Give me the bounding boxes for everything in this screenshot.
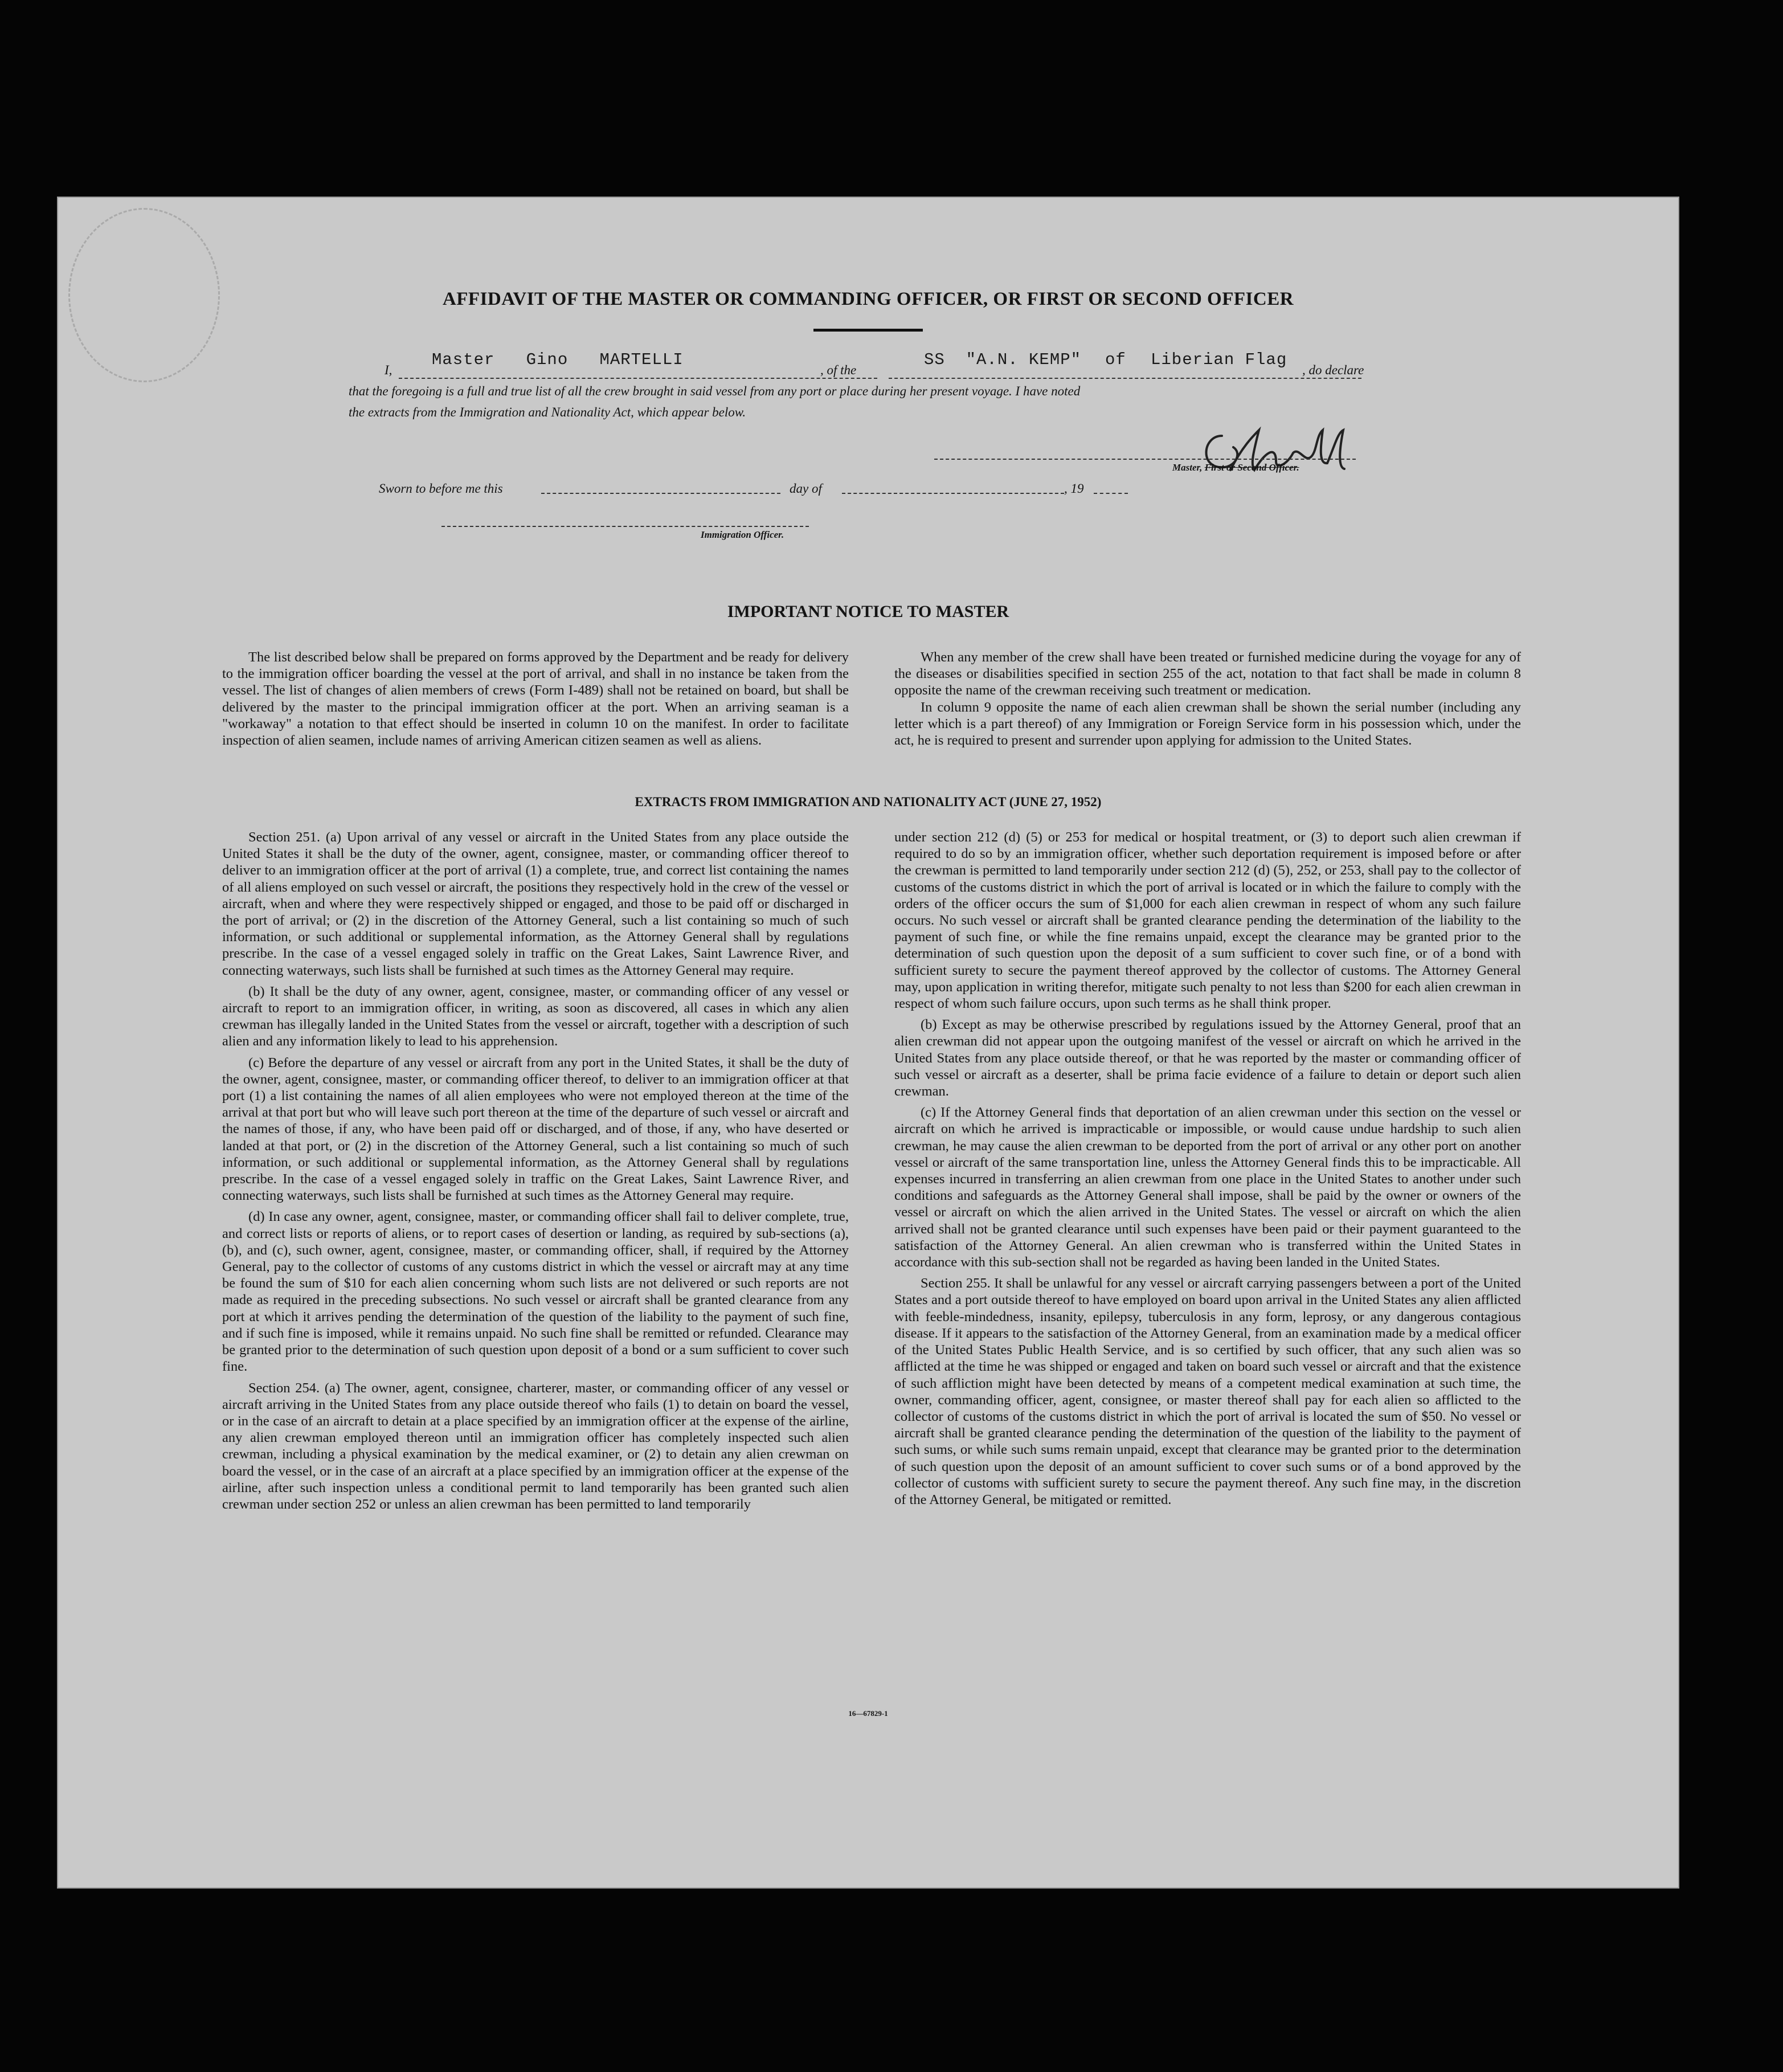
signer-title: [1172, 462, 1299, 473]
signer-title-struck: First or Second Officer.: [1204, 462, 1299, 473]
notice-right-column: [894, 649, 1521, 753]
extract-paragraph: (d) In case any owner, agent, consignee, master, or commanding officer shall fail to deliver complete, true, and correct lists or reports of aliens, or to report cases of desertion or landing, as required by sub-sections (a), (b), and (c), such owner, agent, consignee, master, or commanding officer, shall, if required by the Attorney General, pay to the collector of customs of any customs district in which the vessel or aircraft may at any time be found the sum of $10 for each alien concerning whom such lists are not delivered or such reports are not made as required in the preceding subsections. No such vessel or aircraft shall be granted clearance from any port at which it arrives pending the determination of the question of the liability to the payment of such fine, and if such fine is imposed, while it remains unpaid. No such fine shall be remitted or refunded. Clearance may be granted prior to the determination of such question upon deposit of a bond or a sum sufficient to cover such fine.: [222, 1209, 849, 1375]
notice-right-text-1: When any member of the crew shall have been treated or furnished medicine during the voyage for any of the diseases or disabilities specified in section 255 of the act, notation to that fact shall be made in column 8 opposite the name of the crewman receiving such treatment or medication.: [894, 649, 1521, 698]
extract-paragraph: Section 254. (a) The owner, agent, consignee, charterer, master, or commanding officer of any vessel or aircraft arriving in the United States from any place outside thereof who fails (1) to detain on board the vessel, or in the case of an aircraft to detain at a place specified by an immigration officer at the expense of the airline, any alien crewman employed thereon until an immigration officer has completely inspected such alien crewman, including a physical examination by the medical examiner, or (2) to detain any alien crewman on board the vessel, or in the case of an aircraft at a place specified by an immigration officer at the expense of the airline, after such inspection unless a conditional permit to land temporarily has been granted such alien crewman under section 252 or unless an alien crewman has been permitted to land temporarily: [222, 1380, 849, 1512]
sworn-day-line: [541, 493, 780, 494]
form-number: 16—67829-1: [848, 1709, 888, 1718]
officer-signature-line: [441, 526, 809, 527]
extract-paragraph: Section 255. It shall be unlawful for any vessel or aircraft carrying passengers between a port of the United States and a port outside thereof to have employed on board upon arrival in the United States any alien afflicted with feeble-mindedness, insanity, epilepsy, tuberculosis in any form, leprosy, or any dangerous contagious disease. If it appears to the satisfaction of the Attorney General, from an examination made by a medical officer of the United States Public Health Service, and is so certified by such officer, that any such alien was so afflicted at the time he was shipped or engaged and taken on board such vessel or aircraft and that the existence of such affliction might have been detected by means of a competent medical examination at such time, the owner, commanding officer, agent, consignee, or master thereof shall pay for each alien so afflicted to the collector of customs of the customs district in which the port of arrival is located the sum of $50. No vessel or aircraft shall be granted clearance pending the determination of the question of the liability to the payment of such sums, or while such sums remain unpaid, except that clearance may be granted prior to the determination of such question upon the deposit of an amount sufficient to cover such sums or of a bond approved by the collector of customs with sufficient surety to secure the payment thereof. Any such fine may, in the discretion of the Attorney General, be mitigated or remitted.: [894, 1276, 1521, 1507]
master-signature: [1191, 413, 1361, 487]
day-of-label: day of: [790, 481, 822, 496]
extract-paragraph: Section 251. (a) Upon arrival of any vessel or aircraft in the United States from any place outside the United States it shall be the duty of the owner, agent, consignee, master, or commanding officer thereof to deliver to an immigration officer at the port of arrival (1) a complete, true, and correct list containing the names of all aliens employed on such vessel or aircraft, the positions they respectively hold in the crew of the vessel or aircraft, when and where they were respectively shipped or engaged, and those to be paid off or discharged in the port of arrival; or (2) in the discretion of the Attorney General, such a list containing so much of such information, or such additional or supplemental information, as the Attorney General shall by regulations prescribe. In the case of a vessel engaged solely in traffic on the Great Lakes, Saint Lawrence River, and connecting waterways, such lists shall be furnished at such times as the Attorney General may require.: [222, 829, 849, 978]
extract-paragraph: (c) Before the departure of any vessel or aircraft from any port in the United States, it shall be the duty of the owner, agent, consignee, master, or commanding officer thereof, to deliver to an immigration officer at that port (1) a list containing the names of all alien employees who were not employed thereon at the time of the arrival at that port but who will leave such port thereon at the time of the departure of such vessel or aircraft and the names of those, if any, who have been paid off or discharged, and of those, if any, who have deserted or landed at that port, or (2) in the discretion of the Attorney General, such a list containing so much of such information, or such additional or supplemental information, as the Attorney General shall by regulations prescribe. In the case of a vessel engaged solely in traffic on the Great Lakes, Saint Lawrence River, and connecting waterways, such lists shall be furnished at such times as the Attorney General may require.: [222, 1055, 849, 1204]
affidavit-title: AFFIDAVIT OF THE MASTER OR COMMANDING OFFICER, OR FIRST OR SECOND OFFICER: [442, 289, 1294, 309]
affidavit-body-line2: the extracts from the Immigration and Nationality Act, which appear below.: [349, 405, 746, 419]
notice-left-column: [222, 649, 849, 753]
notice-left-text: The list described below shall be prepared on forms approved by the Department and be ready for delivery to the immigration officer boarding the vessel at the port of arrival, and shall in no instance be taken from the vessel. The list of changes of alien members of crews (Form I-489) shall not be retained on board, but shall be delivered by the master to the principal immigration officer at the port. When an arriving seaman is a "workaway" a notation to that effect should be inserted in column 10 on the manifest. In order to facilitate inspection of alien seamen, include names of arriving American citizen seamen as well as aliens.: [222, 649, 849, 749]
extracts-right-column: [894, 829, 1521, 1513]
vessel-line: [889, 378, 1361, 379]
affidavit-body-line1: that the foregoing is a full and true list of all the crew brought in said vessel from any port or place during her present voyage. I have noted: [349, 384, 1081, 398]
sworn-label: Sworn to before me this: [379, 481, 503, 496]
signer-title-master: Master,: [1172, 462, 1203, 473]
of-label: of: [1105, 350, 1126, 369]
officer-label: Immigration Officer.: [701, 529, 784, 540]
extract-paragraph: (c) If the Attorney General finds that deportation of an alien crewman under this section on the vessel or aircraft on which he arrived is impracticable or impossible, or would cause undue hardship to such alien crewman, he may cause the alien crewman to be deported from the port of arrival or any other port on another vessel or aircraft of the same transportation line, unless the Attorney General finds this to be impracticable. All expenses incurred in transferring an alien crewman from one place in the United States to another under such conditions and safeguards as the Attorney General shall impose, shall be paid by the owner or owners of the vessel or aircraft on which the alien arrived in the United States. The vessel or aircraft on which the alien arrived shall not be granted clearance until such expenses have been paid or their payment guaranteed to the satisfaction of the Attorney General. An alien crewman who is transferred within the United States in accordance with this sub-section shall not be regarded as having been landed in the United States.: [894, 1105, 1521, 1270]
notice-title: IMPORTANT NOTICE TO MASTER: [727, 602, 1009, 621]
flag: Liberian Flag: [1151, 350, 1287, 369]
document-page: [57, 197, 1679, 1889]
signature-line: [934, 459, 1356, 460]
vessel-name: SS "A.N. KEMP": [924, 350, 1082, 369]
notice-right-text-2: In column 9 opposite the name of each alien crewman shall be shown the serial number (including any letter which is a part thereof) of any Immigration or Foreign Service form in his possession which, under the act, he is required to present and surrender upon applying for admission to the United States.: [894, 699, 1521, 749]
extract-paragraph: (b) It shall be the duty of any owner, agent, consignee, master, or commanding officer of any vessel or aircraft to report to an immigration officer, in writing, as soon as discovered, all cases in which any alien crewman has illegally landed in the United States from the vessel or aircraft, together with a description of such alien and any information likely to lead to his apprehension.: [222, 983, 849, 1049]
title-rule: [813, 329, 923, 332]
do-declare-label: , do declare: [1302, 363, 1364, 377]
i-label: I,: [385, 363, 392, 377]
extracts-title: EXTRACTS FROM IMMIGRATION AND NATIONALITY ACT (JUNE 27, 1952): [635, 795, 1102, 809]
declarant-name: Master Gino MARTELLI: [432, 350, 684, 369]
extract-paragraph: (b) Except as may be otherwise prescribed by regulations issued by the Attorney General, proof that an alien crewman did not appear upon the outgoing manifest of the vessel or aircraft on which he arrived in the United States from any place outside thereof, or that he was reported by the master or commanding officer of such vessel or aircraft as a deserter, shall be prima facie evidence of a failure to detain or deport such alien crewman.: [894, 1017, 1521, 1100]
sworn-year-line: [1094, 493, 1128, 494]
extract-paragraph: under section 212 (d) (5) or 253 for medical or hospital treatment, or (3) to deport such alien crewman if required to do so by an immigration officer, whether such deportation requirement is imposed before or after the crewman is permitted to land temporarily under section 212 (d) (5), 252, or 253, shall pay to the collector of customs of the customs district in which the port of arrival is located or in which the failure to comply with the orders of the officer occurs the sum of $1,000 for each alien crewman in respect of whom any such failure occurs. No such vessel or aircraft shall be granted clearance pending the determination of the liability to the payment of such fine, or while the fine remains unpaid, except the clearance may be granted prior to the determination of such question upon the deposit of a sum sufficient to cover such fine, or of a bond with sufficient surety to secure the payment thereof approved by the collector of customs. The Attorney General may, upon application in writing therefor, mitigate such penalty to not less than $200 for each alien crewman in respect of whom such failure occurs, upon such terms as he shall think proper.: [894, 829, 1521, 1012]
sworn-month-line: [842, 493, 1064, 494]
of-the-label: , of the: [820, 363, 857, 377]
extracts-left-column: [222, 829, 849, 1517]
declarant-line: [399, 378, 877, 379]
year-label: , 19: [1064, 481, 1084, 496]
